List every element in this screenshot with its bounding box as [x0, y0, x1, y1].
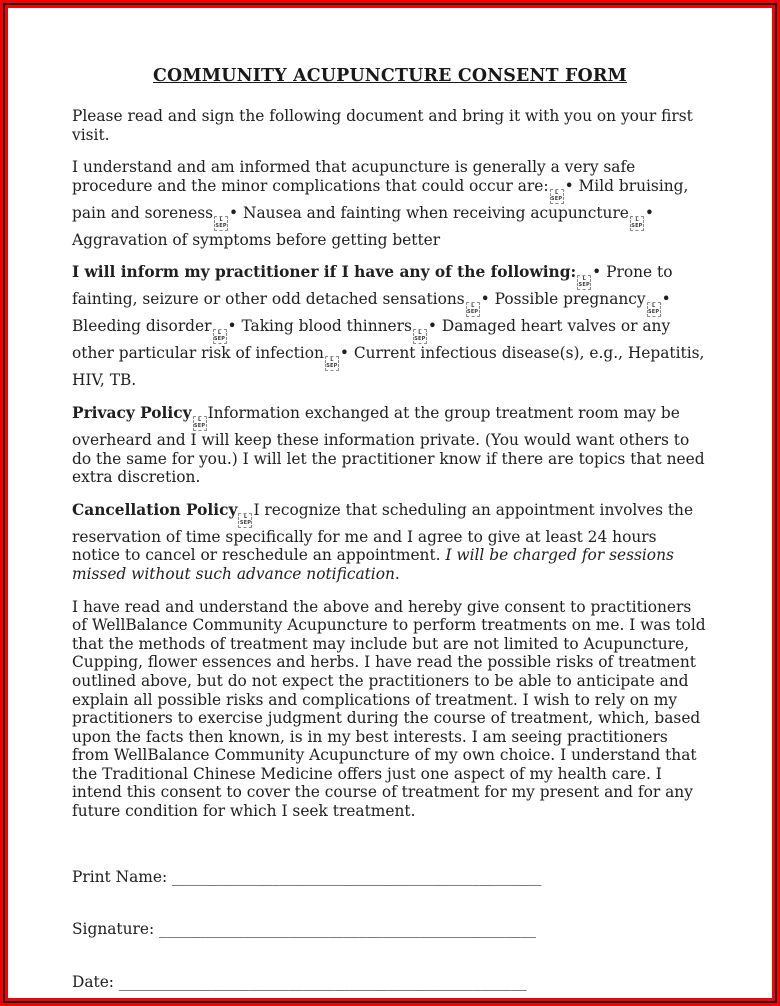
paragraph-risks [72, 158, 708, 249]
text-segment: • Current infectious disease(s), e.g., Hepatitis, HIV, TB. [72, 344, 705, 390]
paragraph-privacy-policy [72, 404, 708, 487]
signature-blank-line: ________________________________________________ [172, 867, 542, 886]
signature-blank-line: _____________________________________________________ [118, 972, 527, 991]
paragraph-inform-practitioner [72, 263, 708, 390]
text-segment: • Taking blood thinners [227, 317, 412, 336]
text-segment: • Possible pregnancy [480, 290, 646, 309]
line-separator-missing-glyph-icon: L SEP [215, 216, 227, 229]
document-page [8, 8, 772, 998]
text-segment: • Damaged heart valves or any other particular risk of infection [72, 317, 671, 363]
text-segment: I understand and am informed that acupuncture is generally a very safe procedure and the minor complications that could occur are: [72, 158, 636, 195]
text-segment: Privacy Policy [72, 403, 192, 422]
paragraph-consent-statement [72, 598, 708, 821]
text-segment: Please read and sign the following document and bring it with you on your first visit. [72, 107, 693, 144]
document-title: COMMUNITY ACUPUNCTURE CONSENT FORM [152, 66, 628, 86]
signature-field-label: Date: [72, 972, 119, 991]
line-separator-missing-glyph-icon: L SEP [578, 276, 590, 289]
page-frame-black-line [3, 3, 777, 1003]
text-segment: I will inform my practitioner if I have any of the following: [72, 263, 577, 282]
line-separator-missing-glyph-icon: L SEP [193, 416, 206, 429]
page-frame-inner-red [5, 5, 775, 1001]
signature-field-signature [72, 920, 708, 939]
signature-section [72, 868, 708, 992]
line-separator-missing-glyph-icon: L SEP [239, 513, 252, 526]
text-segment: • Aggravation of symptoms before getting better [72, 203, 654, 249]
text-segment: I have read and understand the above and hereby give consent to practitioners of WellBalance Community Acupuncture to perform treatments on me. I was told that the methods of treatment may include but are not limited to Acupuncture, Cupping, flower essences and herbs. I have read the possible risks of treatment outlined above, but do not expect the practitioners to be able to anticipate and explain all possible risks and complications of treatment. I wish to rely on my practitioners to exercise judgment during the course of treatment, which, based upon the facts then known, is in my best interests. I am seeing practitioners from WellBalance Community Acupuncture of my own choice. I understand that the Traditional Chinese Medicine offers just one aspect of my health care. I intend this consent to cover the course of treatment for my present and for any future condition for which I seek treatment. [72, 597, 706, 821]
line-separator-missing-glyph-icon: L SEP [631, 216, 643, 229]
text-segment: • Prone to fainting, seizure or other odd detached sensations [72, 263, 673, 309]
text-segment: • Nausea and fainting when receiving acupuncture [229, 203, 629, 222]
document-body [72, 107, 708, 821]
paragraph-intro [72, 107, 708, 144]
signature-blank-line: _________________________________________________ [159, 920, 537, 939]
line-separator-missing-glyph-icon: L SEP [550, 189, 563, 202]
text-segment: • Bleeding disorder [72, 290, 671, 336]
text-segment: • Mild bruising, pain and soreness [72, 176, 689, 222]
signature-field-label: Signature: [72, 920, 160, 939]
text-segment: I recognize that scheduling an appointment involves the reservation of time specifically for me and I agree to give at least 24 hours notice to cancel or reschedule an appointment. [72, 500, 694, 565]
paragraph-cancellation-policy [72, 501, 708, 584]
line-separator-missing-glyph-icon: L SEP [326, 357, 338, 370]
text-segment: Cancellation Policy [72, 500, 238, 519]
text-segment: Information exchanged at the group treatment room may be overheard and I will keep these information private. (You would want others to do the same for you.) I will let the practitioner know if there are topics that need extra discretion. [72, 403, 705, 487]
signature-field-label: Print Name: [72, 867, 173, 886]
line-separator-missing-glyph-icon: L SEP [414, 330, 426, 343]
line-separator-missing-glyph-icon: L SEP [213, 330, 226, 343]
signature-field-print-name [72, 868, 708, 887]
line-separator-missing-glyph-icon: L SEP [647, 303, 660, 316]
text-segment: . [394, 564, 400, 583]
line-separator-missing-glyph-icon: L SEP [467, 303, 479, 316]
signature-field-date [72, 973, 708, 992]
text-segment: I will be charged for sessions missed without such advance notification [72, 546, 674, 583]
